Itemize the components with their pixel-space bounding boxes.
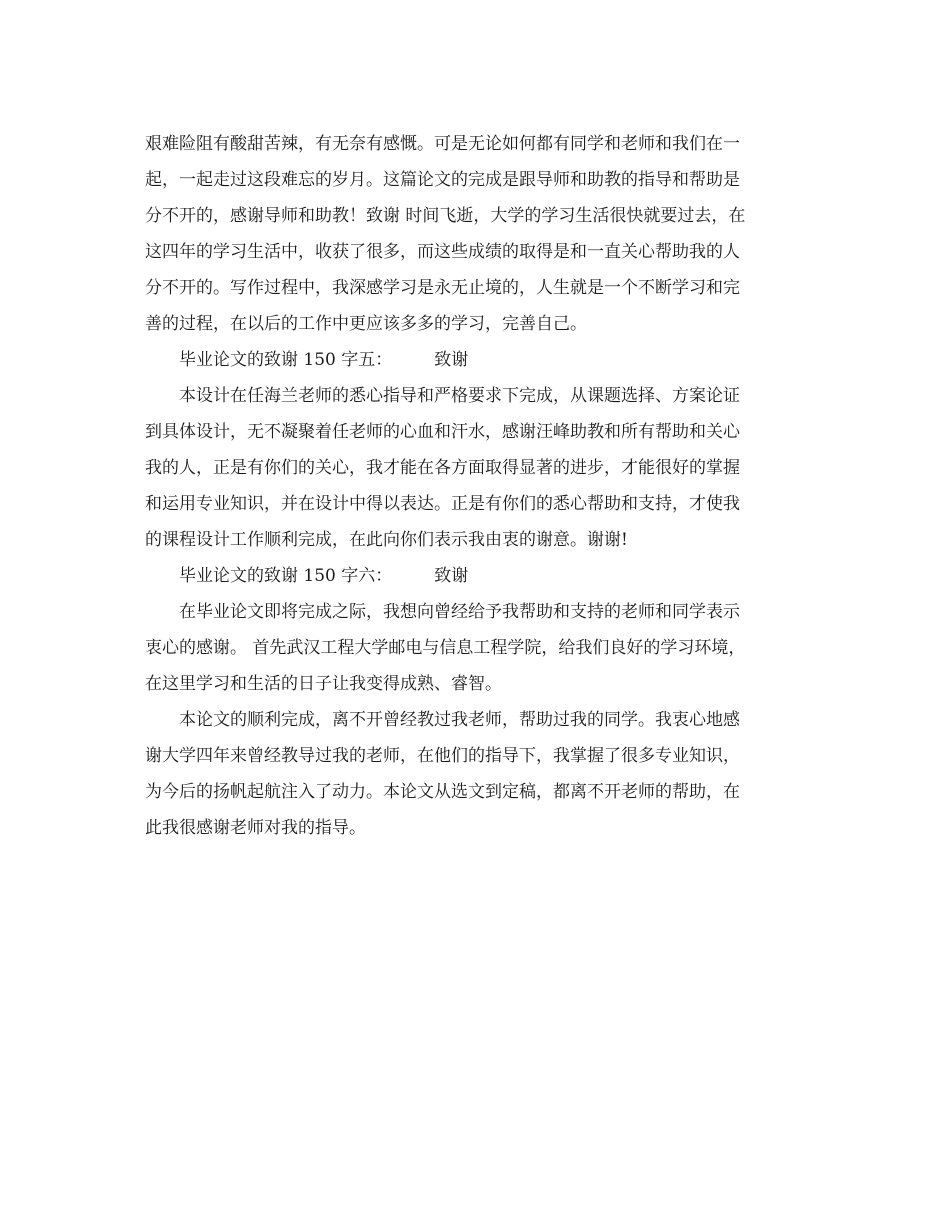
text-line: 和运用专业知识，并在设计中得以表达。正是有你们的悉心帮助和支持，才使我	[145, 494, 740, 514]
text-line: 艰难险阻有酸甜苦辣，有无奈有感慨。可是无论如何都有同学和老师和我们在一	[145, 134, 740, 154]
section-heading-label: 致谢	[434, 350, 469, 370]
paragraph-closing-previous	[145, 126, 810, 342]
text-line: 本设计在任海兰老师的悉心指导和严格要求下完成，从课题选择、方案论证	[179, 386, 740, 406]
section-heading-6	[145, 558, 810, 594]
text-line: 的课程设计工作顺利完成，在此向你们表示我由衷的谢意。谢谢!	[145, 530, 628, 550]
text-line: 善的过程，在以后的工作中更应该多多的学习，完善自己。	[145, 314, 587, 334]
paragraph-acknowledgement-6a	[145, 594, 810, 702]
text-line: 为今后的扬帆起航注入了动力。本论文从选文到定稿，都离不开老师的帮助，在	[145, 782, 740, 802]
text-line: 在这里学习和生活的日子让我变得成熟、睿智。	[145, 674, 502, 694]
text-line: 分不开的，感谢导师和助教！致谢 时间飞逝，大学的学习生活很快就要过去，在	[145, 206, 746, 226]
text-line: 此我很感谢老师对我的指导。	[145, 818, 366, 838]
section-heading-title: 毕业论文的致谢 150 字五：	[179, 350, 393, 370]
section-heading-5	[145, 342, 810, 378]
text-line: 起，一起走过这段难忘的岁月。这篇论文的完成是跟导师和助教的指导和帮助是	[145, 170, 740, 190]
paragraph-acknowledgement-6b	[145, 702, 810, 846]
section-heading-title: 毕业论文的致谢 150 字六：	[179, 566, 393, 586]
text-line: 在毕业论文即将完成之际，我想向曾经给予我帮助和支持的老师和同学表示	[179, 602, 740, 622]
text-line: 这四年的学习生活中，收获了很多，而这些成绩的取得是和一直关心帮助我的人	[145, 242, 740, 262]
paragraph-acknowledgement-5	[145, 378, 810, 558]
text-line: 到具体设计，无不凝聚着任老师的心血和汗水，感谢汪峰助教和所有帮助和关心	[145, 422, 740, 442]
text-line: 分不开的。写作过程中，我深感学习是永无止境的，人生就是一个不断学习和完	[145, 278, 740, 298]
text-line: 衷心的感谢。 首先武汉工程大学邮电与信息工程学院，给我们良好的学习环境，	[145, 638, 746, 658]
document-body	[145, 126, 810, 846]
section-heading-label: 致谢	[434, 566, 469, 586]
text-line: 谢大学四年来曾经教导过我的老师，在他们的指导下，我掌握了很多专业知识，	[145, 746, 740, 766]
text-line: 本论文的顺利完成，离不开曾经教过我老师，帮助过我的同学。我衷心地感	[179, 710, 740, 730]
text-line: 我的人，正是有你们的关心，我才能在各方面取得显著的进步，才能很好的掌握	[145, 458, 740, 478]
